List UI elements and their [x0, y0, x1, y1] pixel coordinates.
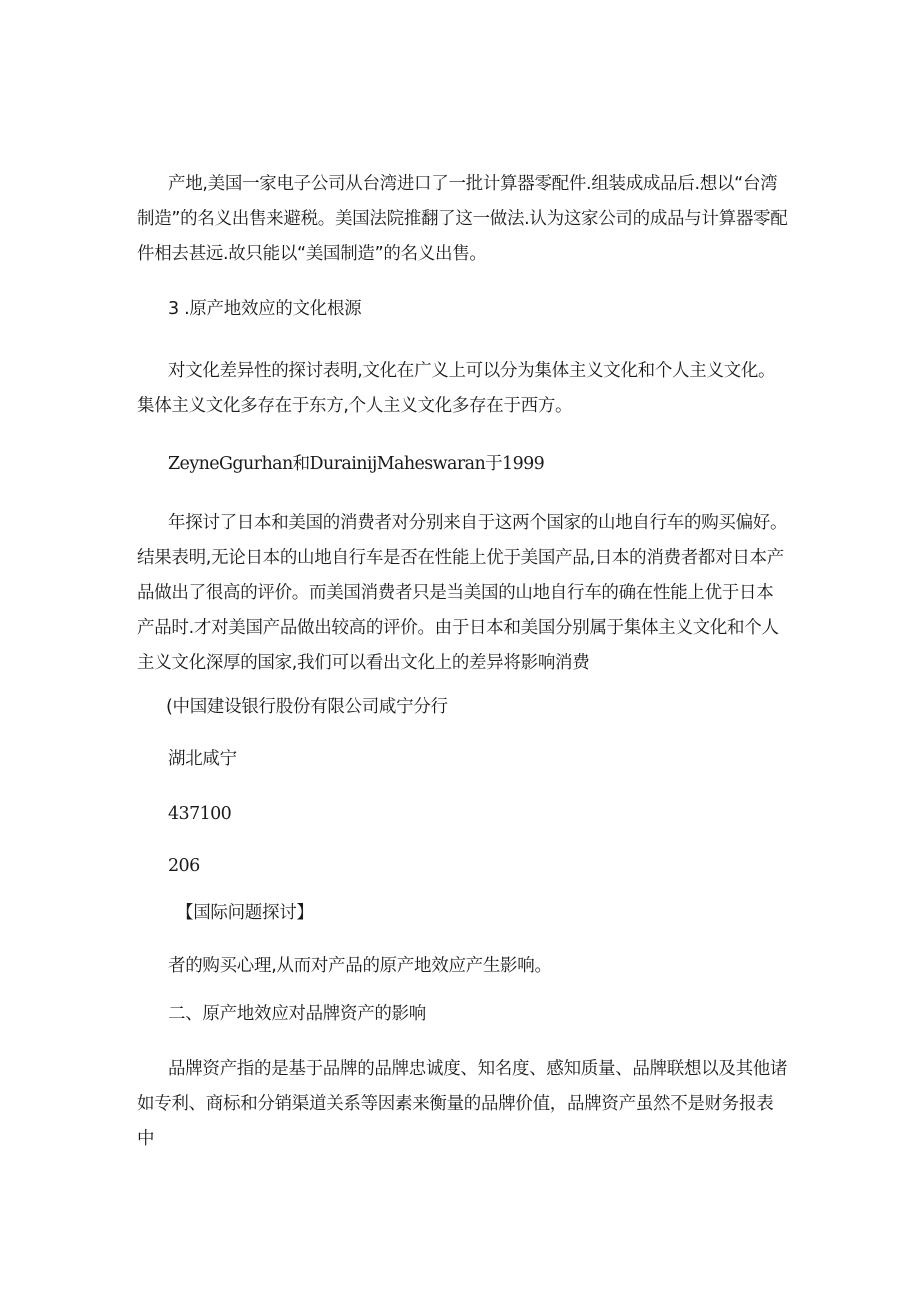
column-tag: 【国际问题探讨】 [176, 903, 314, 923]
postal-code: 437100 [168, 804, 232, 824]
paragraph-culture-types [137, 354, 789, 424]
citation-authors: ZeyneGgurhan和DurainijMaheswaran于1999 [168, 454, 545, 474]
paragraph-brand-equity [137, 1052, 789, 1157]
section-heading-brand-equity: 二、原产地效应对品牌资产的影响 [168, 1004, 426, 1024]
paragraph-purchase-psychology: 者的购买心理,从而对产品的原产地效应产生影响。 [168, 956, 552, 976]
paragraph-bicycle-study [137, 506, 789, 681]
author-affiliation: (中国建设银行股份有限公司咸宁分行 [166, 697, 448, 717]
author-location: 湖北咸宁 [168, 749, 237, 769]
paragraph-brand-equity-text: 品牌资产指的是基于品牌的品牌忠诚度、知名度、感知质量、品牌联想以及其他诸如专利、商标和分销渠道关系等因素来衡量的品牌价值，品牌资产虽然不是财务报表中 [137, 1059, 788, 1149]
paragraph-bicycle-study-text: 年探讨了日本和美国的消费者对分别来自于这两个国家的山地自行车的购买偏好。结果表明,无论日本的山地自行车是否在性能上优于美国产品,日本的消费者都对日本产品做出了很高的评价。而美国消费者只是当美国的山地自行车的确在性能上优于日本产品时.才对美国产品做出较高的评价。由于日本和美国分别属于集体主义文化和个人主义文化深厚的国家,我们可以看出文化上的差异将影响消费 [137, 513, 788, 673]
page-number: 206 [168, 856, 200, 876]
subheading-cultural-roots: 3 .原产地效应的文化根源 [168, 299, 362, 319]
paragraph-culture-types-text: 对文化差异性的探讨表明,文化在广义上可以分为集体主义文化和个人主义文化。集体主义文化多存在于东方,个人主义文化多存在于西方。 [137, 361, 776, 416]
paragraph-origin-example [137, 167, 789, 272]
paragraph-origin-example-text: 产地,美国一家电子公司从台湾进口了一批计算器零配件.组装成成品后.想以“台湾制造”的名义出售来避税。美国法院推翻了这一做法.认为这家公司的成品与计算器零配件相去甚远.故只能以“美国制造”的名义出售。 [137, 174, 788, 264]
